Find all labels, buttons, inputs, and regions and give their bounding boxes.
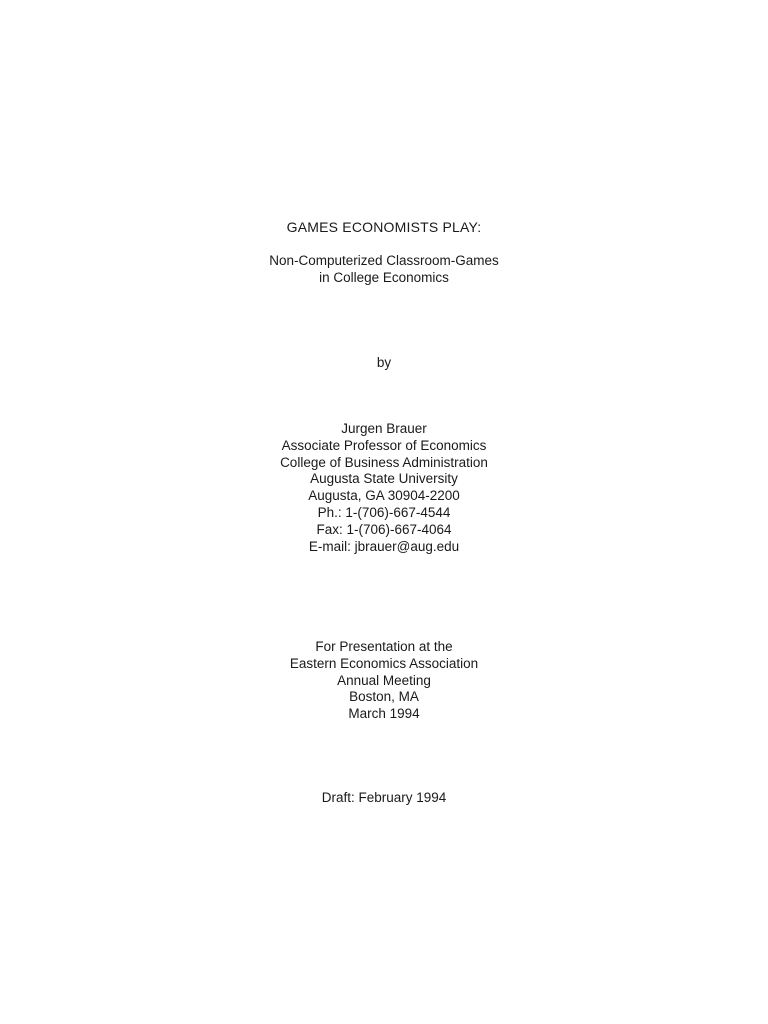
author-address: Augusta, GA 30904-2200: [308, 488, 460, 504]
paper-title: [0, 219, 768, 236]
presentation-line-1: For Presentation at the: [315, 639, 453, 654]
presentation-association: Eastern Economics Association: [289, 655, 479, 671]
paper-subtitle: [0, 253, 768, 287]
byline-text: by: [376, 355, 392, 370]
author-info: [0, 421, 768, 555]
author-college: College of Business Administration: [280, 454, 488, 470]
author-position: Associate Professor of Economics: [281, 437, 487, 453]
subtitle-line-1: Non-Computerized Classroom-Games: [269, 253, 499, 268]
presentation-meeting: Annual Meeting: [337, 672, 431, 688]
byline: [0, 355, 768, 372]
presentation-date: March 1994: [348, 706, 420, 722]
presentation-info: [0, 639, 768, 723]
paper-title-text: GAMES ECONOMISTS PLAY:: [286, 219, 482, 235]
draft-date: Draft: February 1994: [321, 790, 447, 805]
author-university: Augusta State University: [310, 471, 458, 487]
author-phone: Ph.: 1-(706)-667-4544: [317, 504, 451, 520]
author-email: E-mail: jbrauer@aug.edu: [308, 538, 460, 554]
author-fax: Fax: 1-(706)-667-4064: [316, 521, 452, 537]
draft-note: [0, 790, 768, 807]
author-name: Jurgen Brauer: [341, 421, 427, 436]
subtitle-line-2: in College Economics: [319, 269, 449, 285]
presentation-location: Boston, MA: [349, 689, 419, 705]
